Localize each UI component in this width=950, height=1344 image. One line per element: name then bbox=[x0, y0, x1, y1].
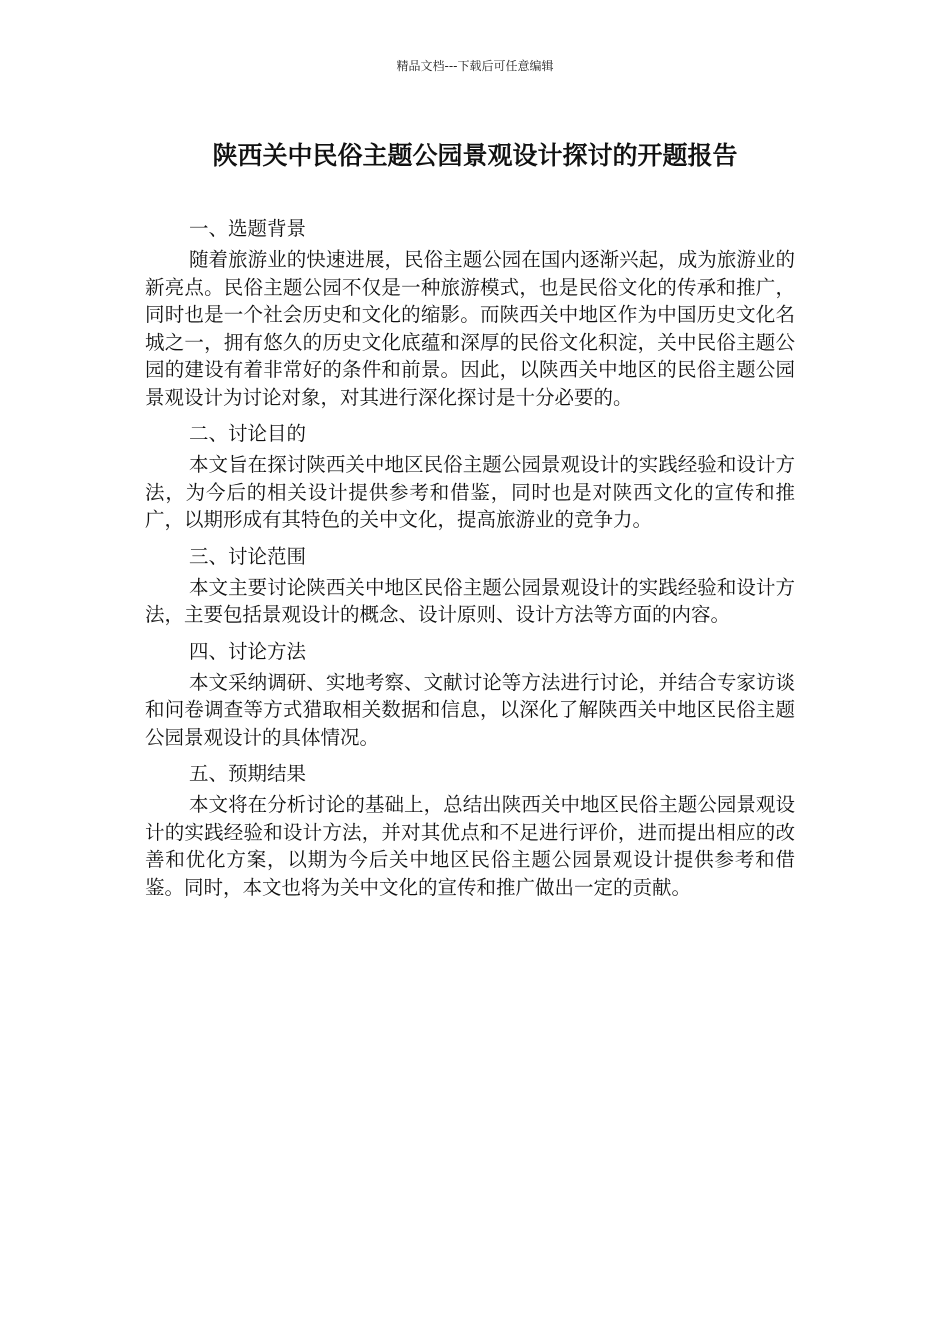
section-heading: 五、预期结果 bbox=[189, 762, 307, 785]
section-method bbox=[145, 635, 795, 752]
section-purpose bbox=[145, 417, 795, 534]
section-heading: 一、选题背景 bbox=[189, 217, 307, 240]
header-note: 精品文档---下载后可任意编辑 bbox=[396, 59, 554, 73]
section-paragraph: 本文采纳调研、实地考察、文献讨论等方法进行讨论，并结合专家访谈和问卷调查等方式猎取相关数据和信息，以深化了解陕西关中地区民俗主题公园景观设计的具体情况。 bbox=[145, 670, 795, 749]
section-heading: 三、讨论范围 bbox=[189, 544, 307, 568]
section-paragraph: 本文旨在探讨陕西关中地区民俗主题公园景观设计的实践经验和设计方法，为今后的相关设计提供参考和借鉴，同时也是对陕西文化的宣传和推广，以期形成有其特色的关中文化，提高旅游业的竞争力。 bbox=[145, 453, 795, 531]
section-background bbox=[145, 212, 795, 411]
section-expected-results bbox=[145, 757, 795, 901]
section-scope bbox=[145, 540, 795, 629]
section-paragraph: 随着旅游业的快速进展，民俗主题公园在国内逐渐兴起，成为旅游业的新亮点。民俗主题公园不仅是一种旅游模式，也是民俗文化的传承和推广，同时也是一个社会历史和文化的缩影。而陕西关中地区作为中国历史文化名城之一，拥有悠久的历史文化底蕴和深厚的民俗文化积淀，关中民俗主题公园的建设有着非常好的条件和前景。因此，以陕西关中地区的民俗主题公园景观设计为讨论对象，对其进行深化探讨是十分必要的。 bbox=[145, 248, 795, 409]
section-heading: 四、讨论方法 bbox=[189, 639, 307, 663]
section-paragraph: 本文主要讨论陕西关中地区民俗主题公园景观设计的实践经验和设计方法，主要包括景观设计的概念、设计原则、设计方法等方面的内容。 bbox=[145, 575, 795, 626]
section-heading: 二、讨论目的 bbox=[189, 422, 307, 445]
document-body bbox=[145, 212, 795, 907]
document-title: 陕西关中民俗主题公园景观设计探讨的开题报告 bbox=[212, 141, 738, 170]
section-paragraph: 本文将在分析讨论的基础上，总结出陕西关中地区民俗主题公园景观设计的实践经验和设计方法，并对其优点和不足进行评价，进而提出相应的改善和优化方案，以期为今后关中地区民俗主题公园景观设计提供参考和借鉴。同时，本文也将为关中文化的宣传和推广做出一定的贡献。 bbox=[145, 793, 795, 899]
